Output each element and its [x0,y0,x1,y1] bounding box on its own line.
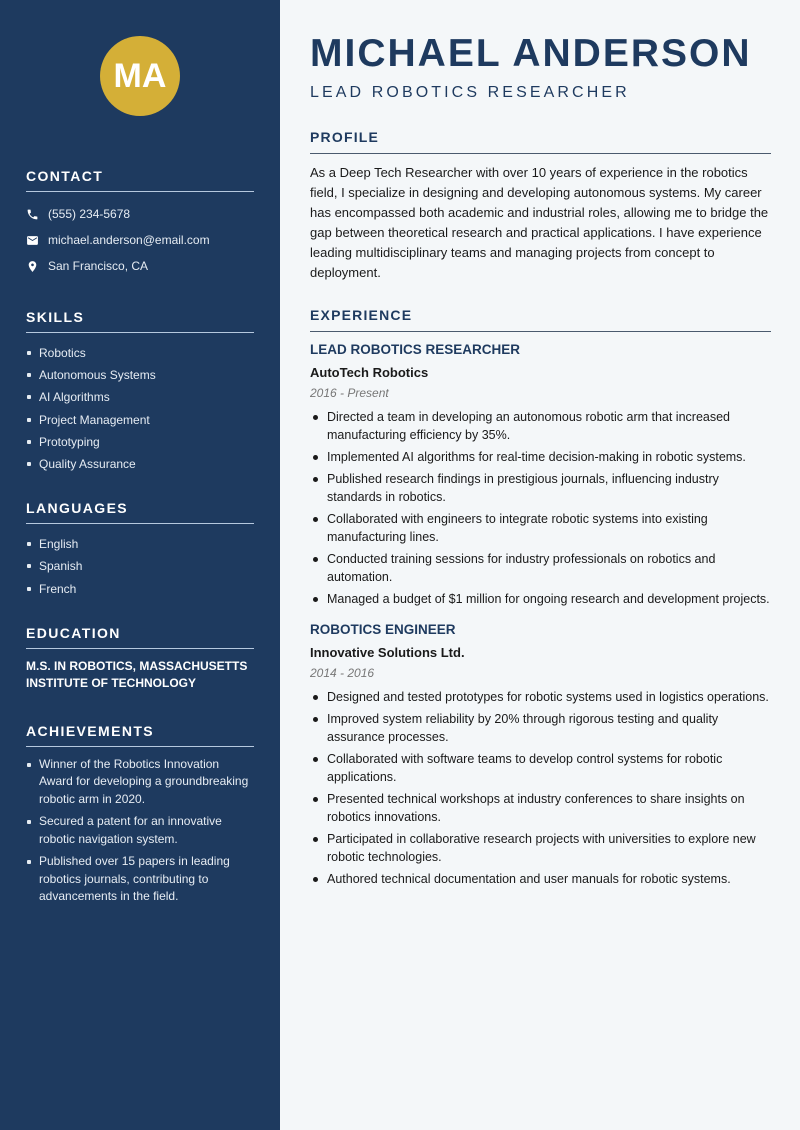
email-icon [26,234,39,247]
job-bullet: Directed a team in developing an autonomous robotic arm that increased manufacturing efficiency by 35%. [310,408,771,444]
job-dates: 2014 - 2016 [310,666,375,680]
job-bullet: Collaborated with software teams to develop control systems for robotic applications. [310,750,771,786]
job-company: AutoTech Robotics [310,365,429,380]
education-degree: M.S. IN ROBOTICS, MASSACHUSETTS INSTITUTE OF TECHNOLOGY [26,658,248,691]
languages-list [26,533,254,600]
skill-item: Project Management [26,409,254,431]
achievement-item: Published over 15 papers in leading robotics journals, contributing to advancements in the field. [26,853,254,906]
achievement-item: Secured a patent for an innovative robotic navigation system. [26,813,254,848]
job-bullets [310,408,771,608]
job-bullet: Collaborated with engineers to integrate robotic systems into existing manufacturing lines. [310,510,771,546]
main-content [280,0,800,1130]
section-title-skills: SKILLS [26,309,254,333]
location-value: San Francisco, CA [48,259,149,273]
contact-email [26,227,254,253]
resume-header [310,32,771,102]
profile-section [310,129,771,283]
job-bullet: Improved system reliability by 20% through rigorous testing and quality assurance processes. [310,710,771,746]
phone-value: (555) 234-5678 [48,207,131,221]
job-dates: 2016 - Present [310,386,389,400]
language-item: French [26,578,254,600]
contact-section [26,168,254,279]
job-bullet: Managed a budget of $1 million for ongoing research and development projects. [310,590,771,608]
section-title-contact: CONTACT [26,168,254,192]
achievement-item: Winner of the Robotics Innovation Award for developing a groundbreaking robotic arm in 2020. [26,756,254,809]
skill-item: Autonomous Systems [26,364,254,386]
section-title-experience: EXPERIENCE [310,307,771,332]
education-section [26,625,254,693]
section-title-languages: LANGUAGES [26,500,254,524]
section-title-education: EDUCATION [26,625,254,649]
section-title-achievements: ACHIEVEMENTS [26,723,254,747]
language-item: English [26,533,254,555]
avatar-initials: MA [113,56,167,95]
job-entry [310,621,771,888]
skills-list [26,342,254,475]
experience-section [310,307,771,888]
candidate-title: LEAD ROBOTICS RESEARCHER [310,84,630,101]
job-role: ROBOTICS ENGINEER [310,622,456,637]
job-bullet: Participated in collaborative research projects with universities to explore new robotic technologies. [310,830,771,866]
achievements-list [26,756,254,906]
job-company: Innovative Solutions Ltd. [310,645,465,660]
skill-item: Robotics [26,342,254,364]
skill-item: AI Algorithms [26,386,254,408]
phone-icon [26,208,39,221]
candidate-name: MICHAEL ANDERSON [310,32,752,75]
contact-phone [26,201,254,227]
profile-text: As a Deep Tech Researcher with over 10 years of experience in the robotics field, I specialize in designing and developing autonomous systems. My career has encompassed both academic and industrial roles, allowing me to bridge the gap between theoretical research and practical applications. I have experience leading multidisciplinary teams and managing projects from concept to deployment. [310,165,769,280]
email-value: michael.anderson@email.com [48,233,210,247]
sidebar [0,0,280,1130]
location-pin-icon [26,260,39,273]
avatar [100,36,180,116]
language-item: Spanish [26,555,254,577]
job-role: LEAD ROBOTICS RESEARCHER [310,342,521,357]
contact-location [26,253,254,279]
job-bullets [310,688,771,888]
job-bullet: Authored technical documentation and user manuals for robotic systems. [310,870,771,888]
languages-section [26,500,254,600]
avatar-container [26,36,254,116]
skill-item: Prototyping [26,431,254,453]
job-bullet: Published research findings in prestigious journals, influencing industry standards in robotics. [310,470,771,506]
job-bullet: Implemented AI algorithms for real-time decision-making in robotic systems. [310,448,771,466]
job-entry [310,341,771,608]
job-bullet: Designed and tested prototypes for robotic systems used in logistics operations. [310,688,771,706]
job-bullet: Conducted training sessions for industry professionals on robotics and automation. [310,550,771,586]
job-bullet: Presented technical workshops at industry conferences to share insights on robotics innovations. [310,790,771,826]
section-title-profile: PROFILE [310,129,771,154]
skills-section [26,309,254,475]
achievements-section [26,723,254,906]
skill-item: Quality Assurance [26,453,254,475]
